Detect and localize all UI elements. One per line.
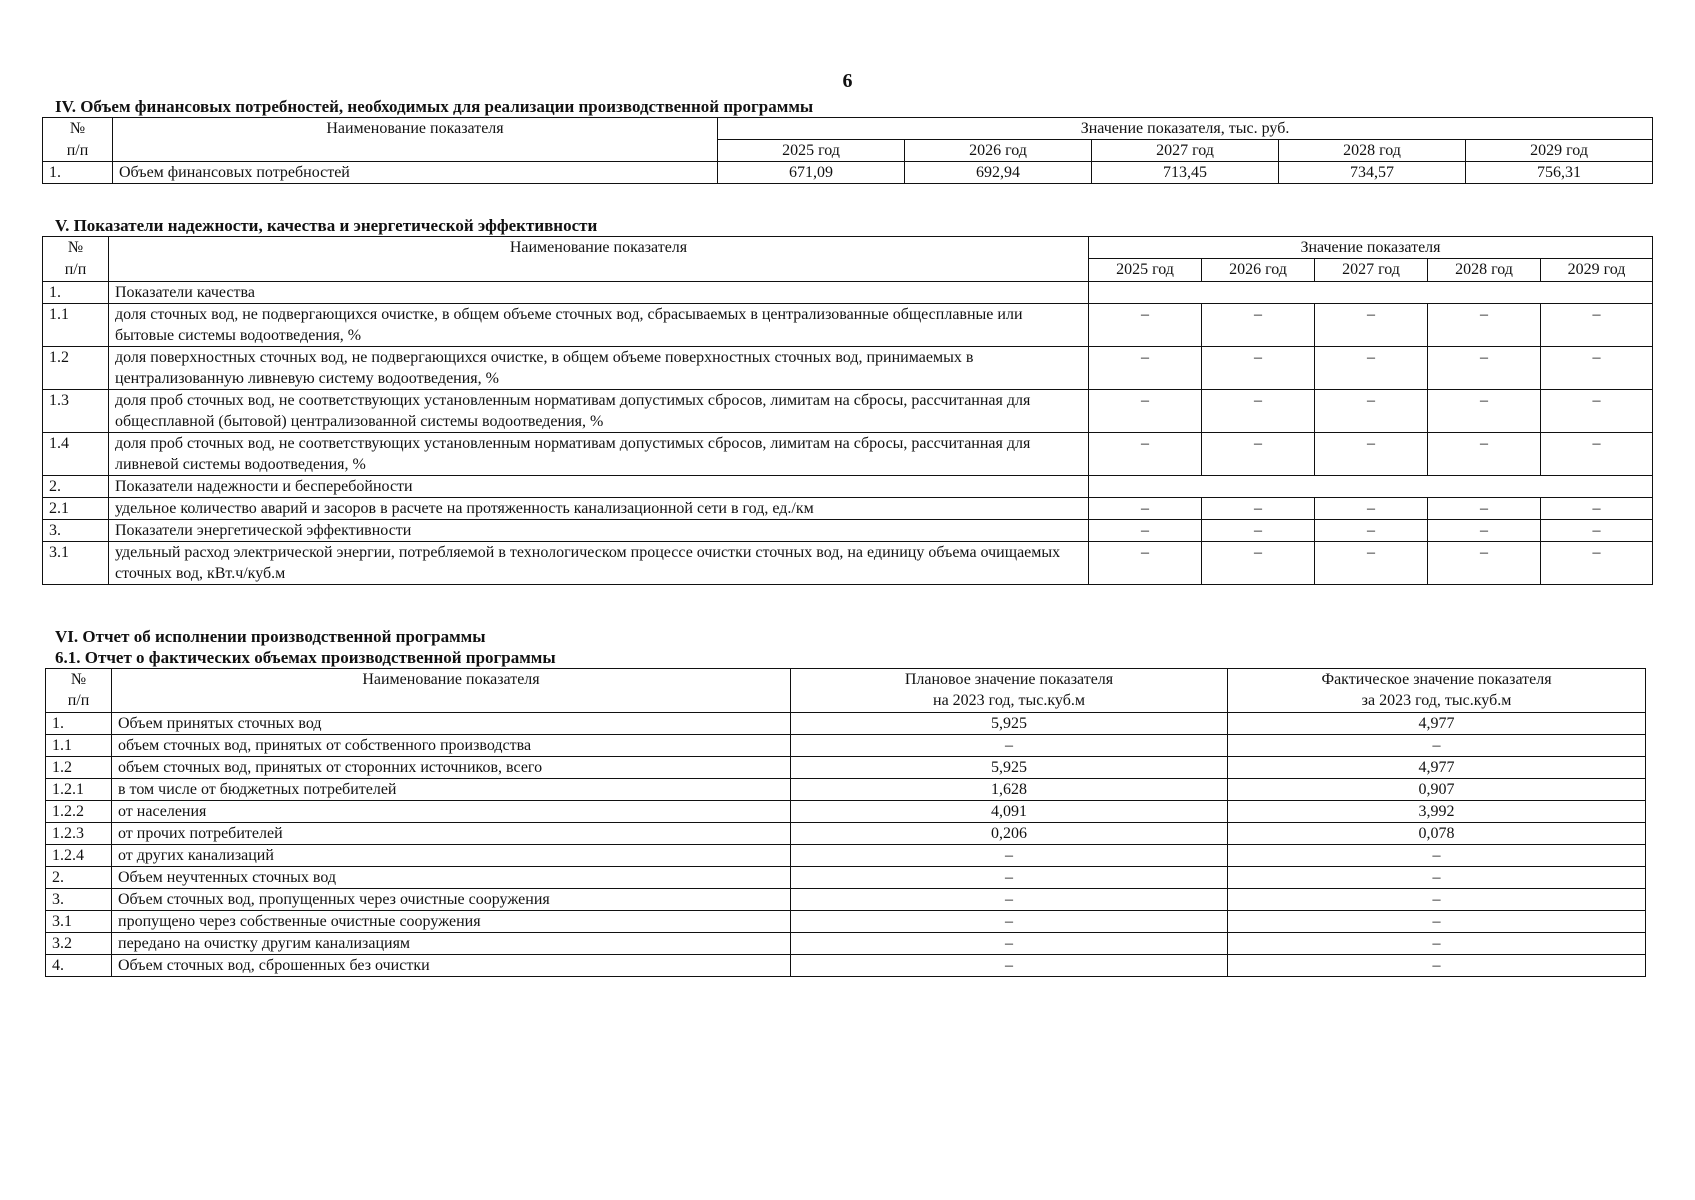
row-number: 1.2.3 — [46, 823, 112, 845]
section-5-title: V. Показатели надежности, качества и энергетической эффективности — [55, 216, 598, 235]
page-number: 6 — [842, 70, 853, 92]
s5-header-value-label: Значение показателя — [1089, 237, 1653, 259]
value-cell: – — [1428, 498, 1541, 520]
row-number: 3.1 — [46, 911, 112, 933]
fact-value-cell: 4,977 — [1228, 757, 1646, 779]
table-row — [46, 955, 1646, 977]
empty-group-cell — [1089, 282, 1653, 304]
plan-value-cell: 0,206 — [791, 823, 1228, 845]
s6-header-num-line1: № — [70, 671, 87, 688]
value-cell: – — [1202, 347, 1315, 390]
quality-indicators-table — [42, 236, 1653, 585]
row-name: от населения — [112, 801, 791, 823]
row-name: доля поверхностных сточных вод, не подвергающихся очистке, в общем объеме поверхностных сточных вод, принимаемых в централизованную ливневую систему водоотведения, % — [109, 347, 1089, 390]
fact-value-cell: – — [1228, 735, 1646, 757]
table-row — [46, 867, 1646, 889]
s6-header-num — [46, 669, 112, 713]
plan-value-cell: – — [791, 735, 1228, 757]
s6-header-num-line2: п/п — [67, 692, 90, 709]
table-row — [46, 713, 1646, 735]
row-number: 2. — [43, 476, 109, 498]
plan-value-cell: – — [791, 889, 1228, 911]
s6-header-plan-line2: на 2023 год, тыс.куб.м — [933, 692, 1085, 709]
year-header-cell: 2025 год — [718, 140, 905, 162]
row-name: от прочих потребителей — [112, 823, 791, 845]
row-number: 1. — [46, 713, 112, 735]
section-6-1-subtitle: 6.1. Отчет о фактических объемах производственной программы — [55, 648, 556, 667]
s6-header-plan-line1: Плановое значение показателя — [904, 671, 1114, 688]
value-cell: – — [1089, 433, 1202, 476]
value-cell: 756,31 — [1466, 162, 1653, 184]
row-name: в том числе от бюджетных потребителей — [112, 779, 791, 801]
value-cell: – — [1541, 347, 1653, 390]
header-name-cell-2 — [113, 140, 718, 162]
value-cell: – — [1202, 390, 1315, 433]
fact-value-cell: – — [1228, 955, 1646, 977]
value-cell: – — [1315, 542, 1428, 585]
table-row — [43, 347, 1653, 390]
row-name: Объем сточных вод, сброшенных без очистки — [112, 955, 791, 977]
row-number: 1.1 — [46, 735, 112, 757]
plan-value-cell: – — [791, 955, 1228, 977]
value-cell: – — [1428, 433, 1541, 476]
row-name: Объем сточных вод, пропущенных через очистные сооружения — [112, 889, 791, 911]
fact-value-cell: 0,907 — [1228, 779, 1646, 801]
table-row — [43, 520, 1653, 542]
year-header-cell: 2029 год — [1466, 140, 1653, 162]
s5-header-num-label: № — [67, 239, 84, 256]
year-header-cell: 2028 год — [1279, 140, 1466, 162]
value-cell: – — [1541, 390, 1653, 433]
header-num-cell-2 — [43, 140, 113, 162]
value-cell: – — [1315, 520, 1428, 542]
row-name: удельный расход электрической энергии, потребляемой в технологическом процессе очистки сточных вод, на единицу объема очищаемых сточных вод, кВт.ч/куб.м — [109, 542, 1089, 585]
value-cell: 671,09 — [718, 162, 905, 184]
s6-header-fact-line2: за 2023 год, тыс.куб.м — [1361, 692, 1512, 709]
fact-value-cell: 3,992 — [1228, 801, 1646, 823]
value-cell: – — [1089, 347, 1202, 390]
table-row — [43, 162, 1653, 184]
financial-needs-table — [42, 117, 1653, 184]
header-value-label: Значение показателя, тыс. руб. — [718, 118, 1653, 140]
row-number: 3.1 — [43, 542, 109, 585]
fact-value-cell: – — [1228, 867, 1646, 889]
value-cell: – — [1202, 498, 1315, 520]
row-number: 3. — [46, 889, 112, 911]
row-number: 4. — [46, 955, 112, 977]
s5-header-num-cell — [43, 237, 109, 259]
row-number: 2. — [46, 867, 112, 889]
value-cell: – — [1315, 498, 1428, 520]
table-row — [43, 304, 1653, 347]
plan-value-cell: 5,925 — [791, 757, 1228, 779]
s5-header-name-cell-2 — [109, 259, 1089, 282]
table-row — [46, 911, 1646, 933]
year-header-cell: 2027 год — [1315, 259, 1428, 282]
table-row — [46, 757, 1646, 779]
table-row — [43, 390, 1653, 433]
section-4-title: IV. Объем финансовых потребностей, необходимых для реализации производственной программы — [55, 97, 814, 116]
row-number: 3.2 — [46, 933, 112, 955]
plan-value-cell: 4,091 — [791, 801, 1228, 823]
s5-header-num-label-2: п/п — [64, 260, 87, 278]
table-row — [43, 282, 1653, 304]
row-number: 1.2.1 — [46, 779, 112, 801]
table-row — [46, 823, 1646, 845]
row-name: Показатели энергетической эффективности — [109, 520, 1089, 542]
table-row — [43, 542, 1653, 585]
s5-header-name-cell — [109, 237, 1089, 259]
row-number: 1.2 — [46, 757, 112, 779]
table-row — [46, 735, 1646, 757]
row-number: 1.4 — [43, 433, 109, 476]
value-cell: – — [1541, 433, 1653, 476]
value-cell: – — [1541, 498, 1653, 520]
value-cell: – — [1315, 390, 1428, 433]
section-6-title: VI. Отчет об исполнении производственной программы — [55, 627, 486, 646]
fact-value-cell: – — [1228, 889, 1646, 911]
fact-value-cell: 0,078 — [1228, 823, 1646, 845]
value-cell: – — [1428, 542, 1541, 585]
row-name: от других канализаций — [112, 845, 791, 867]
value-cell: – — [1541, 520, 1653, 542]
fact-value-cell: 4,977 — [1228, 713, 1646, 735]
value-cell: – — [1089, 520, 1202, 542]
plan-value-cell: – — [791, 845, 1228, 867]
value-cell: 713,45 — [1092, 162, 1279, 184]
value-cell: – — [1541, 542, 1653, 585]
row-name: объем сточных вод, принятых от сторонних источников, всего — [112, 757, 791, 779]
plan-value-cell: 1,628 — [791, 779, 1228, 801]
table-row — [46, 889, 1646, 911]
year-header-cell: 2028 год — [1428, 259, 1541, 282]
year-header-cell: 2029 год — [1541, 259, 1653, 282]
value-cell: – — [1202, 433, 1315, 476]
s6-header-fact-line1: Фактическое значение показателя — [1321, 671, 1552, 688]
header-name-cell — [113, 118, 718, 140]
row-number: 1.2.4 — [46, 845, 112, 867]
value-cell: – — [1089, 390, 1202, 433]
header-num-cell — [43, 118, 113, 140]
value-cell: – — [1541, 304, 1653, 347]
value-cell: – — [1202, 520, 1315, 542]
row-name: удельное количество аварий и засоров в расчете на протяженность канализационной сети в год, ед./км — [109, 498, 1089, 520]
value-cell: 734,57 — [1279, 162, 1466, 184]
s6-header-fact — [1228, 669, 1646, 713]
plan-value-cell: – — [791, 911, 1228, 933]
value-cell: – — [1089, 498, 1202, 520]
header-num-label: № — [69, 120, 86, 137]
row-number: 1.2.2 — [46, 801, 112, 823]
value-cell: – — [1428, 347, 1541, 390]
year-header-cell: 2027 год — [1092, 140, 1279, 162]
row-name: Объем неучтенных сточных вод — [112, 867, 791, 889]
empty-group-cell — [1089, 476, 1653, 498]
row-name: пропущено через собственные очистные сооружения — [112, 911, 791, 933]
row-name: Объем финансовых потребностей — [113, 162, 718, 184]
row-number: 1.1 — [43, 304, 109, 347]
s5-header-name-label: Наименование показателя — [509, 239, 688, 256]
plan-value-cell: 5,925 — [791, 713, 1228, 735]
value-cell: – — [1315, 433, 1428, 476]
plan-value-cell: – — [791, 933, 1228, 955]
value-cell: – — [1428, 520, 1541, 542]
table-row — [43, 476, 1653, 498]
table-row — [46, 801, 1646, 823]
year-header-cell: 2026 год — [1202, 259, 1315, 282]
fact-value-cell: – — [1228, 933, 1646, 955]
year-header-cell: 2026 год — [905, 140, 1092, 162]
value-cell: – — [1428, 390, 1541, 433]
row-number: 2.1 — [43, 498, 109, 520]
row-name: объем сточных вод, принятых от собственного производства — [112, 735, 791, 757]
fact-value-cell: – — [1228, 911, 1646, 933]
row-name: доля сточных вод, не подвергающихся очистке, в общем объеме сточных вод, сбрасываемых в централизованные общесплавные или бытовые системы водоотведения, % — [109, 304, 1089, 347]
value-cell: – — [1089, 304, 1202, 347]
row-name: доля проб сточных вод, не соответствующих установленным нормативам допустимых сбросов, лимитам на сбросы, рассчитанная для общесплавной (бытовой) централизованной системы водоотведения, % — [109, 390, 1089, 433]
table-row — [46, 779, 1646, 801]
row-name: передано на очистку другим канализациям — [112, 933, 791, 955]
s5-header-num-cell-2 — [43, 259, 109, 282]
row-number: 1. — [43, 282, 109, 304]
row-name: Объем принятых сточных вод — [112, 713, 791, 735]
row-number: 3. — [43, 520, 109, 542]
plan-value-cell: – — [791, 867, 1228, 889]
row-name: Показатели надежности и бесперебойности — [109, 476, 1089, 498]
year-header-cell: 2025 год — [1089, 259, 1202, 282]
header-num-label-2: п/п — [66, 141, 89, 159]
row-name: Показатели качества — [109, 282, 1089, 304]
table-row — [46, 845, 1646, 867]
value-cell: – — [1202, 304, 1315, 347]
value-cell: – — [1089, 542, 1202, 585]
header-name-label: Наименование показателя — [326, 120, 504, 137]
value-cell: 692,94 — [905, 162, 1092, 184]
row-number: 1.2 — [43, 347, 109, 390]
value-cell: – — [1202, 542, 1315, 585]
row-number: 1. — [43, 162, 113, 184]
table-row — [43, 433, 1653, 476]
table-row — [43, 498, 1653, 520]
value-cell: – — [1428, 304, 1541, 347]
row-name: доля проб сточных вод, не соответствующих установленным нормативам допустимых сбросов, лимитам на сбросы, рассчитанная для ливневой системы водоотведения, % — [109, 433, 1089, 476]
value-cell: – — [1315, 347, 1428, 390]
production-report-table — [45, 668, 1646, 977]
fact-value-cell: – — [1228, 845, 1646, 867]
value-cell: – — [1315, 304, 1428, 347]
row-number: 1.3 — [43, 390, 109, 433]
s6-header-plan — [791, 669, 1228, 713]
table-row — [46, 933, 1646, 955]
s6-header-name: Наименование показателя — [112, 669, 791, 713]
